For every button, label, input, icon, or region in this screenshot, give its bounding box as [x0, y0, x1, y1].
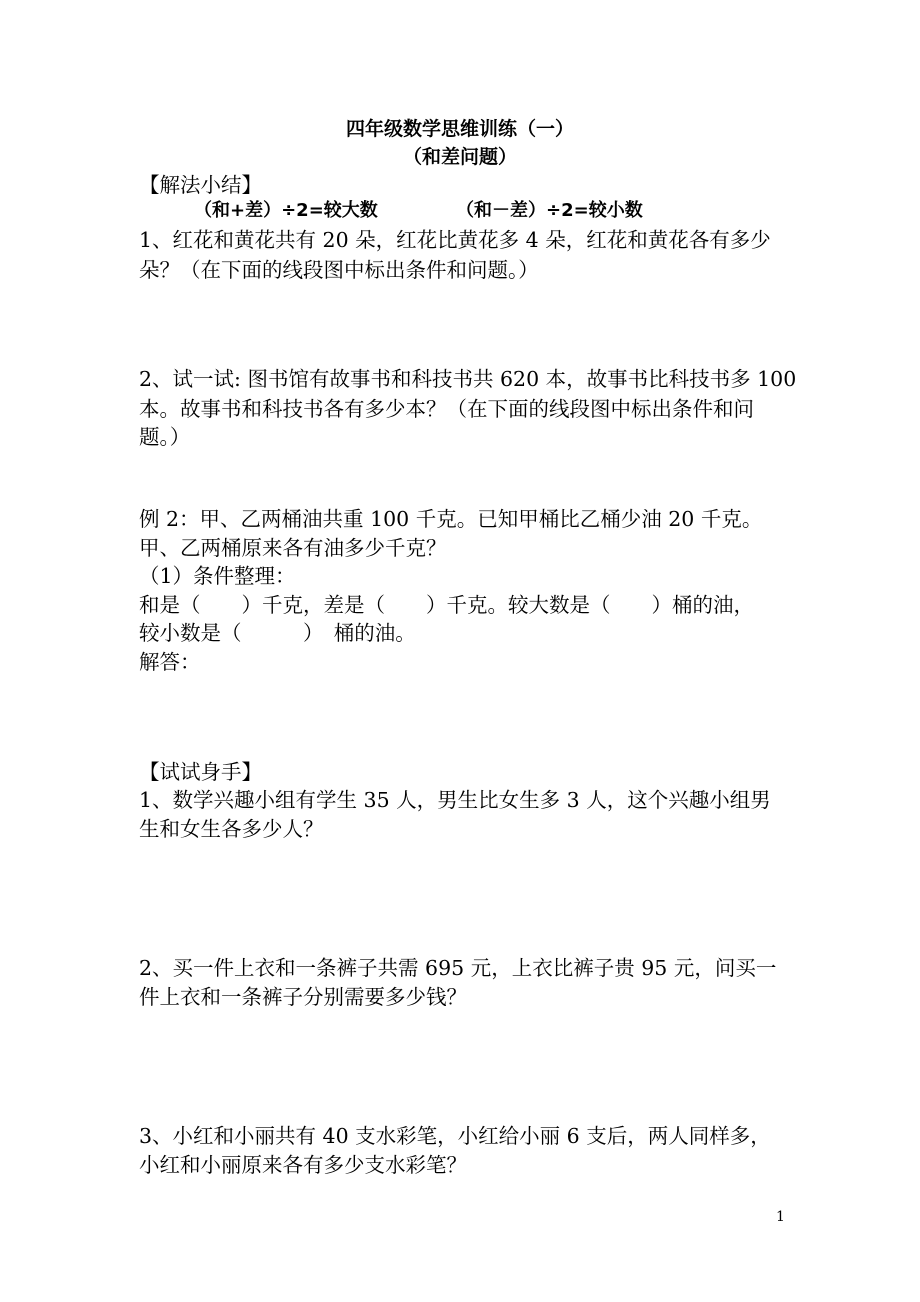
example-2-answer-label: 解答：	[139, 650, 201, 674]
practice-3-line-2: 小红和小丽原来各有多少支水彩笔？	[139, 1153, 467, 1177]
example-2-fill-line-2: 较小数是（ ） 桶的油。	[139, 621, 416, 645]
practice-2-line-2: 件上衣和一条裤子分别需要多少钱？	[139, 985, 467, 1009]
question-2-line-3: 题。）	[139, 425, 191, 449]
practice-1-line-1: 1、数学兴趣小组有学生 35 人，男生比女生多 3 人，这个兴趣小组男	[139, 788, 771, 812]
example-2-line-2: 甲、乙两桶原来各有油多少千克？	[139, 536, 447, 560]
practice-3-line-1: 3、小红和小丽共有 40 支水彩笔，小红给小丽 6 支后，两人同样多，	[139, 1124, 771, 1148]
example-2-line-1: 例 2：甲、乙两桶油共重 100 千克。已知甲桶比乙桶少油 20 千克。	[139, 507, 763, 531]
formula-smaller-number: （和－差）÷2=较小数	[456, 200, 643, 221]
practice-2-line-1: 2、买一件上衣和一条裤子共需 695 元，上衣比裤子贵 95 元，问买一	[139, 956, 777, 980]
formula-larger-number: （和+差）÷2=较大数	[194, 200, 378, 221]
example-2-step-label: （1）条件整理：	[139, 564, 296, 588]
question-1-line-2: 朵？（在下面的线段图中标出条件和问题。）	[139, 258, 539, 282]
question-2-line-2: 本。故事书和科技书各有多少本？（在下面的线段图中标出条件和问	[139, 397, 754, 421]
page-title: 四年级数学思维训练（一）	[345, 118, 574, 140]
summary-heading: 【解法小结】	[139, 173, 262, 197]
page-subtitle: （和差问题）	[402, 146, 517, 168]
question-1-line-1: 1、红花和黄花共有 20 朵，红花比黄花多 4 朵，红花和黄花各有多少	[139, 228, 771, 252]
practice-heading: 【试试身手】	[139, 760, 262, 784]
example-2-fill-line-1: 和是（ ）千克，差是（ ）千克。较大数是（ ）桶的油，	[139, 593, 754, 617]
question-2-line-1: 2、试一试: 图书馆有故事书和科技书共 620 本，故事书比科技书多 100	[139, 367, 797, 391]
practice-1-line-2: 生和女生各多少人？	[139, 817, 324, 841]
page-number: 1	[776, 1209, 785, 1225]
